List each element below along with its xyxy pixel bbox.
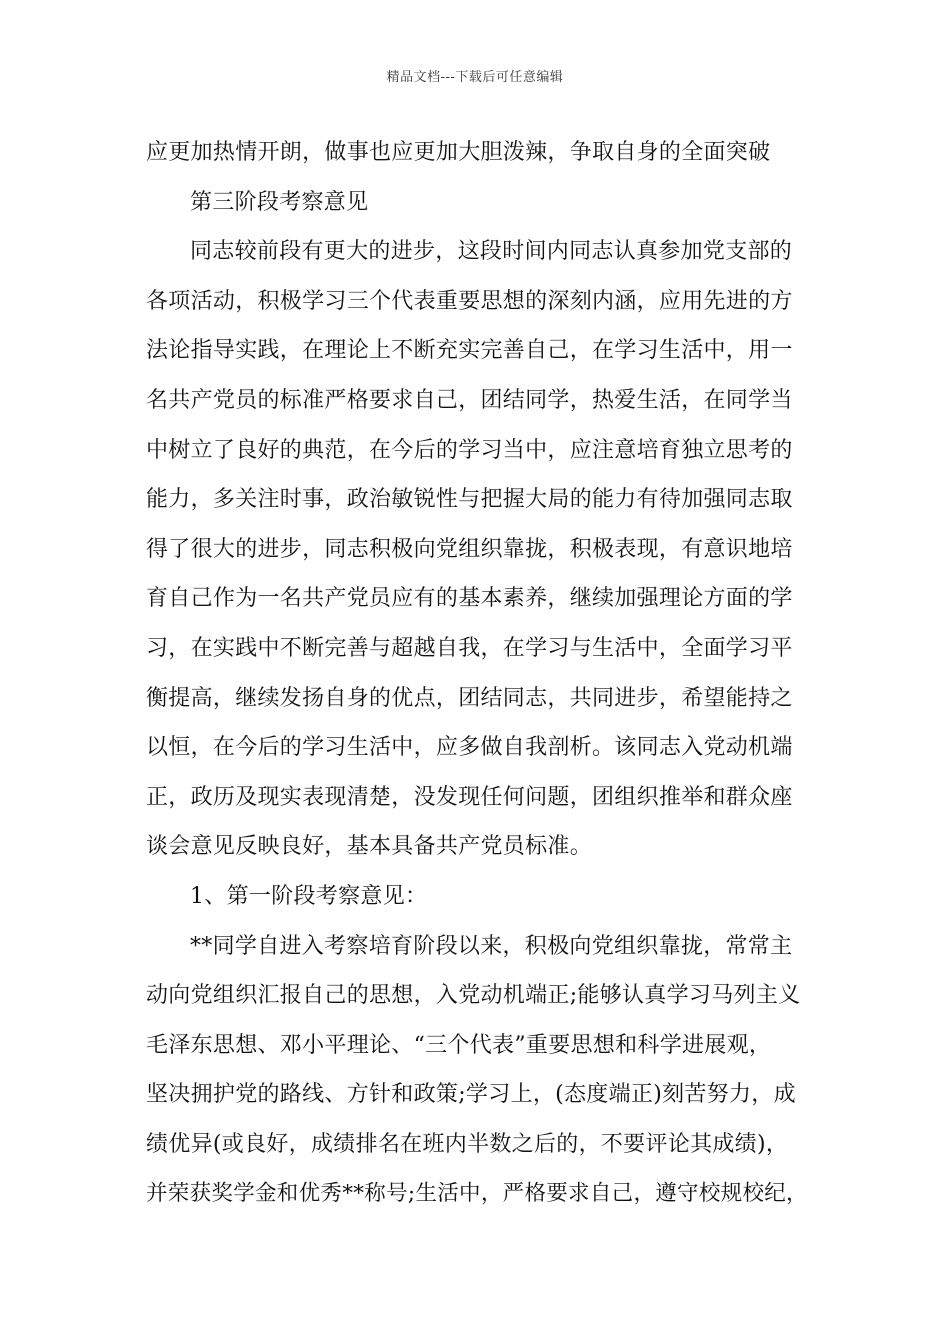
- text-line: 以恒，在今后的学习生活中，应多做自我剖析。该同志入党动机端: [146, 735, 793, 761]
- text-line: 谈会意见反映良好，基本具备共产党员标准。: [146, 834, 593, 860]
- text-line: 能力，多关注时事，政治敏锐性与把握大局的能力有待加强同志取: [146, 487, 793, 513]
- text-line: 法论指导实践，在理论上不断充实完善自己，在学习生活中，用一: [146, 338, 793, 364]
- text-line: 1、第一阶段考察意见：: [190, 883, 428, 909]
- text-line: 应更加热情开朗，做事也应更加大胆泼辣，争取自身的全面突破: [146, 140, 771, 165]
- text-line: 并荣获奖学金和优秀**称号;生活中，严格要求自己，遵守校规校纪，: [146, 1181, 808, 1207]
- text-line: 坚决拥护党的路线、方针和政策;学习上，(态度端正)刻苦努力，成: [146, 1082, 796, 1108]
- text-line: 育自己作为一名共产党员应有的基本素养，继续加强理论方面的学: [146, 586, 793, 612]
- text-line: 毛泽东思想、邓小平理论、“三个代表”重要思想和科学进展观，: [146, 1032, 772, 1058]
- page-header: 精品文档---下载后可任意编辑: [386, 70, 564, 85]
- text-line: 绩优异(或良好，成绩排名在班内半数之后的，不要评论其成绩)，: [146, 1131, 789, 1157]
- text-line: 第三阶段考察意见: [190, 189, 369, 215]
- text-line: 中树立了良好的典范，在今后的学习当中，应注意培育独立思考的: [146, 437, 793, 463]
- text-line: 各项活动，积极学习三个代表重要思想的深刻内涵，应用先进的方: [146, 288, 793, 314]
- text-line: 正，政历及现实表现清楚，没发现任何问题，团组织推举和群众座: [146, 784, 793, 810]
- document-body: [146, 128, 814, 1219]
- text-line: 名共产党员的标准严格要求自己，团结同学，热爱生活，在同学当: [146, 387, 793, 413]
- text-line: 得了很大的进步，同志积极向党组织靠拢，积极表现，有意识地培: [146, 536, 793, 562]
- text-line: 同志较前段有更大的进步，这段时间内同志认真参加党支部的: [190, 239, 793, 265]
- text-line: 动向党组织汇报自己的思想，入党动机端正;能够认真学习马列主义: [146, 983, 801, 1009]
- text-line: 衡提高，继续发扬自身的优点，团结同志，共同进步，希望能持之: [146, 685, 793, 711]
- text-line: **同学自进入考察培育阶段以来，积极向党组织靠拢，常常主: [190, 933, 793, 959]
- text-line: 习，在实践中不断完善与超越自我，在学习与生活中，全面学习平: [146, 635, 793, 661]
